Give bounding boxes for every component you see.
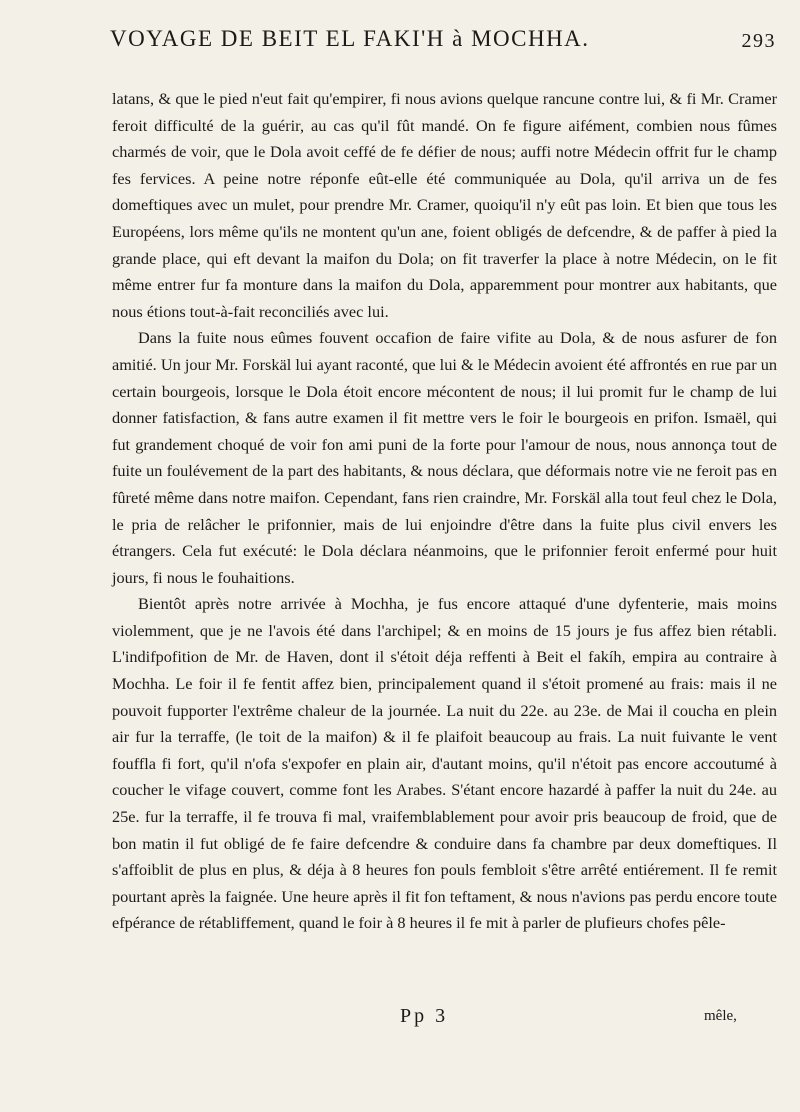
paragraph: Dans la fuite nous eûmes fouvent occafion de faire vifite au Dola, & de nous asfurer de fon amitié. Un jour Mr. Forskäl lui ayant raconté, que lui & le Médecin avoient été affrontés en rue par un certain bourgeois, lorsque le Dola étoit encore mécontent de nous; il lui promit fur le champ de lui donner fatisfaction, & fans autre examen il fit mettre vers le foir le bourgeois en prifon. Ismaël, qui fut grandement choqué de voir fon ami puni de la forte pour l'amour de nous, nous annonça tout de fuite un foulévement de la part des habitants, & nous déclara, que déformais notre vie ne feroit pas en fûreté même dans notre maifon. Cependant, fans rien craindre, Mr. Forskäl alla tout feul chez le Dola, le pria de relâcher le prifonnier, mais de lui enjoindre d'être dans la fuite plus civil envers les étrangers. Cela fut exécuté: le Dola déclara néanmoins, que le prifonnier feroit enfermé pour huit jours, fi nous le fouhaitions. [112,328,777,587]
paragraph: Bientôt après notre arrivée à Mochha, je fus encore attaqué d'une dyfenterie, mais moins violemment, que je ne l'avois été dans l'archipel; & en moins de 15 jours je fus affez bien rétabli. L'indifpofition de Mr. de Haven, dont il s'étoit déja reffenti à Beit el fakíh, empira au contraire à Mochha. Le foir il fe fentit affez bien, principalement quand il s'étoit promené au frais: mais il ne pouvoit fupporter l'extrême chaleur de la journée. La nuit du 22e. au 23e. de Mai il coucha en plein air fur la terraffe, (le toit de la maifon) & il fe plaifoit beaucoup au frais. La nuit fuivante le vent fouffla fi fort, qu'il n'ofa s'expofer en plain air, d'autant moins, qu'il n'étoit pas encore accoutumé à coucher le vifage couvert, comme font les Arabes. S'étant encore hazardé à paffer la nuit du 24e. au 25e. fur la terraffe, il fe trouva fi mal, vraifemblablement pour avoir pris beaucoup de froid, que de bon matin il fut obligé de fe faire defcendre & conduire dans fa chambre par deux domeftiques. Il s'affoiblit de plus en plus, & déja à 8 heures fon pouls fembloit s'être arrêté entiérement. Il fe remit pourtant après la faignée. Une heure après il fit fon teftament, & nous n'avions pas perdu encore toute efpérance de rétabliffement, quand le foir à 8 heures il fe mit à parler de plufieurs chofes pêle- [112,594,777,933]
running-header [110,26,776,58]
paragraph: latans, & que le pied n'eut fait qu'empirer, fi nous avions quelque rancune contre lui, & fi Mr. Cramer feroit difficulté de la guérir, au cas qu'il fût mandé. On fe figure aifément, combien nous fûmes charmés de voir, que le Dola avoit ceffé de fe défier de nous; auffi notre Médecin offrit fur le champ fes fervices. A peine notre réponfe eût-elle été communiquée au Dola, qu'il arriva un de fes domeftiques avec un mulet, pour prendre Mr. Cramer, quoiqu'il n'y eût pas loin. Et bien que tous les Européens, lors même qu'ils ne montent qu'un ane, foient obligés de defcendre, & de paffer à pied la grande place, qui eft devant la maifon du Dola; on fit traverfer la place à notre Médecin, on le fit même entrer fur fa monture dans la maifon du Dola, apparemment pour montrer aux habitants, que nous étions tout-à-fait reconciliés avec lui. [112,89,777,321]
signature-mark: Pp 3 [400,1005,449,1027]
catchword: mêle, [704,1008,737,1024]
page-number: 293 [741,30,776,52]
body-text [112,86,777,937]
running-title: VOYAGE DE BEIT EL FAKI'H à MOCHHA. [110,26,590,51]
